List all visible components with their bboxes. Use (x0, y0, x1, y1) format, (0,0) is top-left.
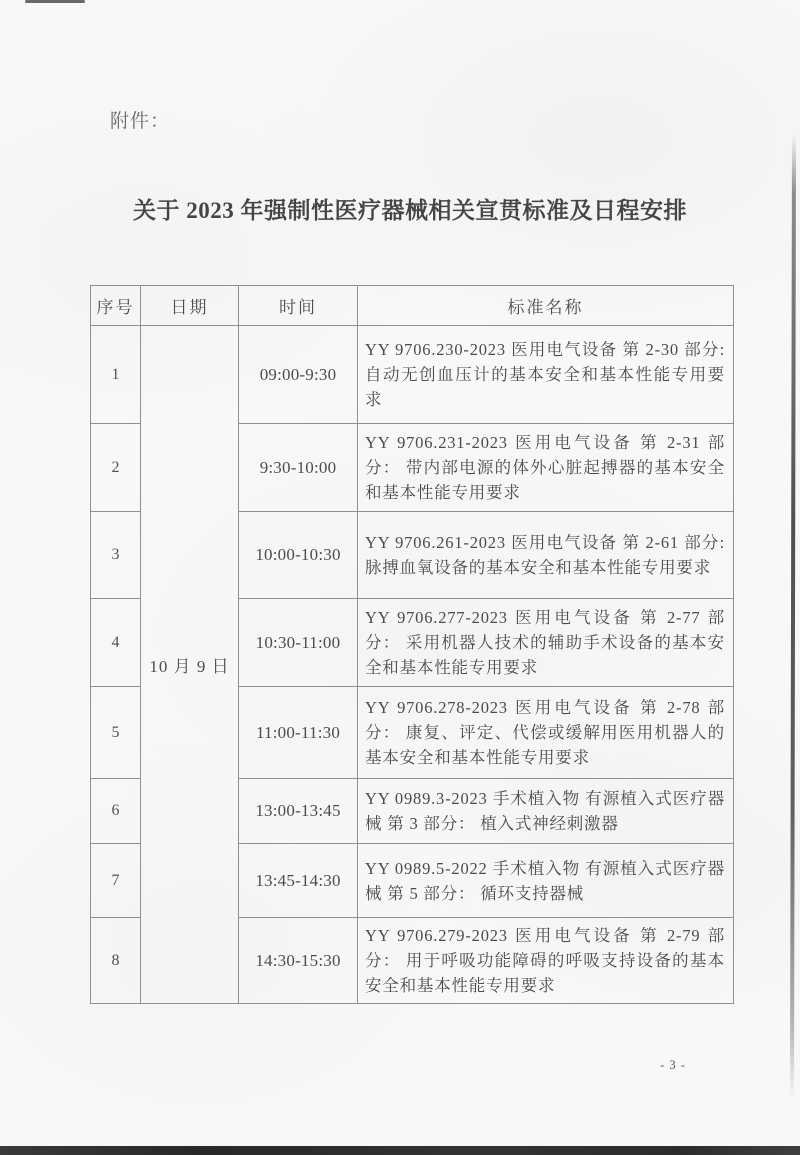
column-header-standard-name: 标准名称 (358, 286, 734, 326)
time-cell: 10:30-11:00 (239, 599, 358, 687)
time-cell: 13:45-14:30 (239, 844, 358, 918)
standard-name-cell: YY 0989.5-2022 手术植入物 有源植入式医疗器械 第 5 部分： 循环支持器械 (358, 844, 734, 918)
serial-number-cell: 1 (91, 326, 141, 424)
serial-number-cell: 6 (91, 779, 141, 844)
serial-number-cell: 4 (91, 599, 141, 687)
column-header-serial-number: 序号 (91, 286, 141, 326)
time-cell: 09:00-9:30 (239, 326, 358, 424)
standard-name-cell: YY 9706.231-2023 医用电气设备 第 2-31 部分： 带内部电源的体外心脏起搏器的基本安全和基本性能专用要求 (358, 424, 734, 512)
scan-artifact-bottom-edge (0, 1146, 800, 1155)
standard-name-cell: YY 9706.230-2023 医用电气设备 第 2-30 部分:自动无创血压计的基本安全和基本性能专用要求 (358, 326, 734, 424)
time-cell: 11:00-11:30 (239, 687, 358, 779)
date-cell: 10 月 9 日 (141, 326, 239, 1004)
table-header-row (91, 286, 734, 326)
serial-number-cell: 2 (91, 424, 141, 512)
time-cell: 9:30-10:00 (239, 424, 358, 512)
table-row (91, 326, 734, 424)
scan-artifact-right-edge (790, 135, 796, 1100)
time-cell: 13:00-13:45 (239, 779, 358, 844)
document-title: 关于 2023 年强制性医疗器械相关宣贯标准及日程安排 (133, 198, 687, 223)
scan-artifact-top-edge (25, 0, 85, 3)
attachment-label: 附件： (110, 111, 171, 132)
column-header-time: 时间 (239, 286, 358, 326)
standard-name-cell: YY 9706.277-2023 医用电气设备 第 2-77 部分： 采用机器人技术的辅助手术设备的基本安全和基本性能专用要求 (358, 599, 734, 687)
standard-name-cell: YY 9706.261-2023 医用电气设备 第 2-61 部分:脉搏血氧设备的基本安全和基本性能专用要求 (358, 512, 734, 599)
serial-number-cell: 3 (91, 512, 141, 599)
schedule-table (90, 285, 734, 1004)
standard-name-cell: YY 9706.278-2023 医用电气设备 第 2-78 部分： 康复、评定、代偿或缓解用医用机器人的基本安全和基本性能专用要求 (358, 687, 734, 779)
standard-name-cell: YY 9706.279-2023 医用电气设备 第 2-79 部分： 用于呼吸功能障碍的呼吸支持设备的基本安全和基本性能专用要求 (358, 918, 734, 1004)
time-cell: 10:00-10:30 (239, 512, 358, 599)
page-number: - 3 - (660, 1058, 686, 1072)
column-header-date: 日期 (141, 286, 239, 326)
time-cell: 14:30-15:30 (239, 918, 358, 1004)
serial-number-cell: 5 (91, 687, 141, 779)
standard-name-cell: YY 0989.3-2023 手术植入物 有源植入式医疗器械 第 3 部分： 植入式神经刺激器 (358, 779, 734, 844)
serial-number-cell: 8 (91, 918, 141, 1004)
serial-number-cell: 7 (91, 844, 141, 918)
